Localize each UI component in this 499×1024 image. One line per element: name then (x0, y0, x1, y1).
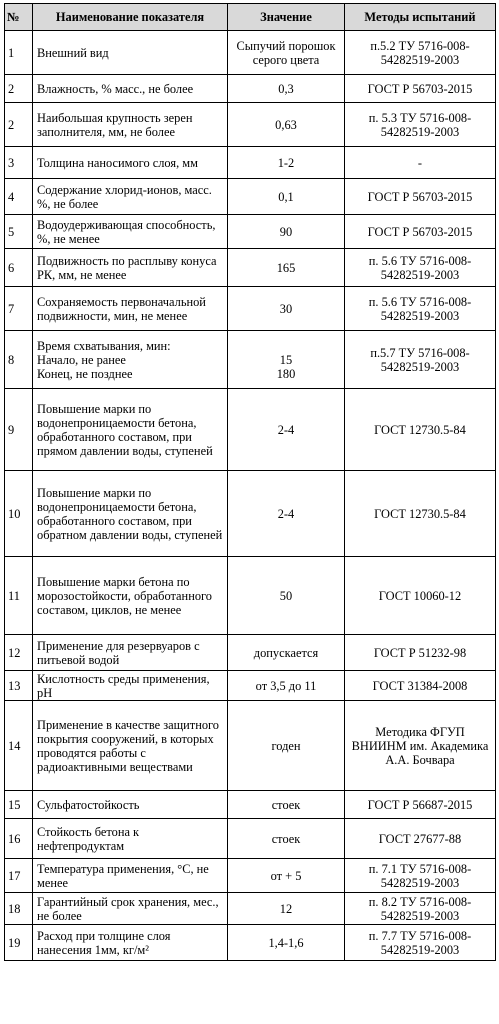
indicator-name-cell (33, 75, 228, 103)
indicator-name: Содержание хлорид-ионов, масс. %, не более (37, 182, 212, 211)
indicator-name: Сульфатостойкость (37, 797, 140, 812)
indicator-value-cell (228, 471, 345, 557)
indicator-value: от 3,5 до 11 (255, 678, 317, 693)
indicator-name-cell (33, 859, 228, 893)
test-method: п.5.7 ТУ 5716-008-54282519-2003 (370, 345, 470, 374)
test-method-cell (345, 635, 496, 671)
indicator-value-cell (228, 819, 345, 859)
indicator-name-cell (33, 31, 228, 75)
indicator-name-cell (33, 701, 228, 791)
indicator-value: стоек (271, 797, 301, 812)
test-method: - (417, 155, 423, 170)
indicator-value: Сыпучий порошок серого цвета (236, 38, 336, 67)
indicator-name: Гарантийный срок хранения, мес., не более (37, 894, 219, 923)
table-row (5, 103, 496, 147)
test-method: ГОСТ 12730.5-84 (374, 506, 466, 521)
test-method: п. 5.3 ТУ 5716-008-54282519-2003 (368, 110, 472, 139)
table-row (5, 791, 496, 819)
row-number: 8 (8, 352, 15, 367)
indicator-value-cell (228, 701, 345, 791)
test-method: ГОСТ Р 51232-98 (373, 645, 467, 660)
indicator-name-cell (33, 147, 228, 179)
indicator-value-cell (228, 671, 345, 701)
indicator-value-cell (228, 31, 345, 75)
indicator-value-cell (228, 389, 345, 471)
table-row (5, 147, 496, 179)
table-row (5, 215, 496, 249)
table-row (5, 389, 496, 471)
row-number: 16 (8, 831, 21, 846)
indicator-value: 50 (279, 588, 293, 603)
row-number-cell (5, 179, 33, 215)
row-number-cell (5, 635, 33, 671)
indicator-value: 0,3 (278, 81, 294, 96)
test-method: ГОСТ Р 56703-2015 (367, 81, 473, 96)
indicator-value-cell (228, 893, 345, 925)
indicator-value-cell (228, 75, 345, 103)
indicator-name-cell (33, 215, 228, 249)
test-method: ГОСТ Р 56703-2015 (367, 189, 473, 204)
test-method: ГОСТ 12730.5-84 (374, 422, 466, 437)
indicator-name-cell (33, 635, 228, 671)
row-number-cell (5, 791, 33, 819)
row-number: 3 (8, 155, 15, 170)
test-method-cell (345, 331, 496, 389)
header-test-method: Методы испытаний (345, 4, 496, 31)
indicator-value: 1-2 (277, 155, 295, 170)
table-row (5, 31, 496, 75)
row-number-cell (5, 103, 33, 147)
table-row (5, 819, 496, 859)
indicator-name-cell (33, 287, 228, 331)
row-number: 14 (8, 738, 21, 753)
indicator-name-cell (33, 179, 228, 215)
indicator-name: Подвижность по расплыву конуса РК, мм, не менее (37, 253, 217, 282)
row-number: 5 (8, 224, 15, 239)
indicator-value-cell (228, 635, 345, 671)
row-number: 15 (8, 797, 21, 812)
indicator-name: Внешний вид (37, 45, 109, 60)
row-number-cell (5, 671, 33, 701)
indicator-name-cell (33, 389, 228, 471)
indicator-name-cell (33, 791, 228, 819)
test-method-cell (345, 701, 496, 791)
table-row (5, 701, 496, 791)
indicator-name-cell (33, 671, 228, 701)
table-row (5, 893, 496, 925)
test-method: п. 5.6 ТУ 5716-008-54282519-2003 (368, 253, 472, 282)
test-method-cell (345, 179, 496, 215)
row-number-cell (5, 819, 33, 859)
indicator-value: 30 (279, 301, 293, 316)
row-number-cell (5, 287, 33, 331)
indicator-name-cell (33, 331, 228, 389)
row-number-cell (5, 31, 33, 75)
row-number-cell (5, 859, 33, 893)
indicator-value-cell (228, 215, 345, 249)
test-method-cell (345, 249, 496, 287)
table-header-row (5, 4, 496, 31)
test-method: п.5.2 ТУ 5716-008-54282519-2003 (370, 38, 470, 67)
indicator-value-cell (228, 925, 345, 961)
header-indicator-name: Наименование показателя (33, 4, 228, 31)
row-number: 13 (8, 678, 21, 693)
indicator-name: Толщина наносимого слоя, мм (37, 155, 198, 170)
table-row (5, 557, 496, 635)
row-number-cell (5, 215, 33, 249)
indicator-value: 165 (276, 260, 296, 275)
indicator-name: Расход при толщине слоя нанесения 1мм, кг/м² (37, 928, 171, 957)
test-method-cell (345, 31, 496, 75)
test-method-cell (345, 147, 496, 179)
test-method-cell (345, 671, 496, 701)
row-number: 18 (8, 901, 21, 916)
row-number: 9 (8, 422, 15, 437)
row-number-cell (5, 557, 33, 635)
row-number: 2 (8, 81, 15, 96)
row-number-cell (5, 893, 33, 925)
indicator-name: Наибольшая крупность зерен заполнителя, мм, не более (37, 110, 193, 139)
indicator-value-cell (228, 147, 345, 179)
row-number: 1 (8, 45, 15, 60)
indicator-value-cell (228, 791, 345, 819)
test-method: ГОСТ 10060-12 (378, 588, 462, 603)
row-number: 17 (8, 868, 21, 883)
table-row (5, 635, 496, 671)
row-number-cell (5, 389, 33, 471)
indicator-value: от + 5 (270, 868, 302, 883)
indicator-value: 0,1 (278, 189, 294, 204)
table-row (5, 925, 496, 961)
indicator-value: 1,4-1,6 (268, 935, 304, 950)
indicator-value: 2-4 (277, 506, 295, 521)
indicator-value: годен (271, 738, 301, 753)
indicator-name: Применение для резервуаров с питьевой водой (37, 638, 200, 667)
row-number-cell (5, 249, 33, 287)
row-number: 11 (8, 588, 20, 603)
table-row (5, 859, 496, 893)
indicator-name: Стойкость бетона к нефтепродуктам (37, 824, 140, 853)
indicator-name-cell (33, 557, 228, 635)
row-number-cell (5, 331, 33, 389)
indicator-name-cell (33, 249, 228, 287)
test-method: п. 7.7 ТУ 5716-008-54282519-2003 (368, 928, 472, 957)
indicator-value-cell (228, 557, 345, 635)
test-method-cell (345, 287, 496, 331)
test-method: п. 5.6 ТУ 5716-008-54282519-2003 (368, 294, 472, 323)
test-method-cell (345, 819, 496, 859)
row-number: 6 (8, 260, 15, 275)
indicator-value: 90 (279, 224, 293, 239)
indicator-name: Сохраняемость первоначальной подвижности, мин, не менее (37, 294, 206, 323)
indicator-name: Водоудерживающая способность, %, не менее (37, 217, 216, 246)
row-number: 12 (8, 645, 21, 660)
test-method: п. 8.2 ТУ 5716-008-54282519-2003 (368, 894, 472, 923)
test-method-cell (345, 103, 496, 147)
indicator-value: 12 (279, 901, 293, 916)
test-method-cell (345, 471, 496, 557)
test-method: ГОСТ 27677-88 (378, 831, 462, 846)
properties-table (4, 3, 496, 961)
test-method: п. 7.1 ТУ 5716-008-54282519-2003 (368, 861, 472, 890)
indicator-name-cell (33, 471, 228, 557)
test-method-cell (345, 791, 496, 819)
indicator-value-cell (228, 331, 345, 389)
test-method: ГОСТ 31384-2008 (372, 678, 468, 693)
table-row (5, 75, 496, 103)
indicator-name: Применение в качестве защитного покрытия сооружений, в которых проводятся работы с радиоактивными веществами (37, 717, 219, 774)
test-method: ГОСТ Р 56703-2015 (367, 224, 473, 239)
table-body (5, 31, 496, 961)
indicator-value: допускается (253, 645, 319, 660)
indicator-value-cell (228, 287, 345, 331)
indicator-name-cell (33, 103, 228, 147)
row-number-cell (5, 925, 33, 961)
test-method-cell (345, 925, 496, 961)
row-number-cell (5, 471, 33, 557)
header-value: Значение (228, 4, 345, 31)
indicator-name: Температура применения, °С, не менее (37, 861, 209, 890)
indicator-value: 2-4 (277, 422, 295, 437)
indicator-value-cell (228, 103, 345, 147)
indicator-value-cell (228, 179, 345, 215)
test-method-cell (345, 389, 496, 471)
test-method-cell (345, 75, 496, 103)
indicator-name: Время схватывания, мин: Начало, не ранее Конец, не позднее (37, 338, 171, 381)
test-method-cell (345, 215, 496, 249)
indicator-value: 0,63 (275, 117, 297, 132)
test-method-cell (345, 557, 496, 635)
table-row (5, 179, 496, 215)
table-row (5, 671, 496, 701)
row-number: 7 (8, 301, 15, 316)
indicator-name: Повышение марки по водонепроницаемости бетона, обработанного составом, при обратном давлении воды, ступеней (37, 485, 223, 542)
indicator-name-cell (33, 819, 228, 859)
test-method-cell (345, 893, 496, 925)
indicator-value: 15 180 (276, 352, 296, 381)
row-number-cell (5, 147, 33, 179)
row-number: 10 (8, 506, 21, 521)
table-row (5, 249, 496, 287)
indicator-name: Повышение марки по водонепроницаемости бетона, обработанного составом, при прямом давлении воды, ступеней (37, 401, 213, 458)
indicator-name: Повышение марки бетона по морозостойкости, обработанного составом, циклов, не менее (37, 574, 212, 617)
test-method: Методика ФГУП ВНИИНМ им. Академика А.А. Бочвара (351, 724, 489, 767)
row-number-cell (5, 75, 33, 103)
test-method-cell (345, 859, 496, 893)
row-number: 4 (8, 189, 15, 204)
row-number: 2 (8, 117, 15, 132)
indicator-name: Кислотность среды применения, pH (37, 671, 210, 700)
indicator-value-cell (228, 859, 345, 893)
table-row (5, 471, 496, 557)
indicator-name-cell (33, 925, 228, 961)
table-row (5, 287, 496, 331)
row-number: 19 (8, 935, 21, 950)
header-number: № (5, 4, 33, 31)
indicator-name-cell (33, 893, 228, 925)
indicator-name: Влажность, % масс., не более (37, 81, 194, 96)
row-number-cell (5, 701, 33, 791)
table-row (5, 331, 496, 389)
test-method: ГОСТ Р 56687-2015 (367, 797, 473, 812)
indicator-value-cell (228, 249, 345, 287)
indicator-value: стоек (271, 831, 301, 846)
